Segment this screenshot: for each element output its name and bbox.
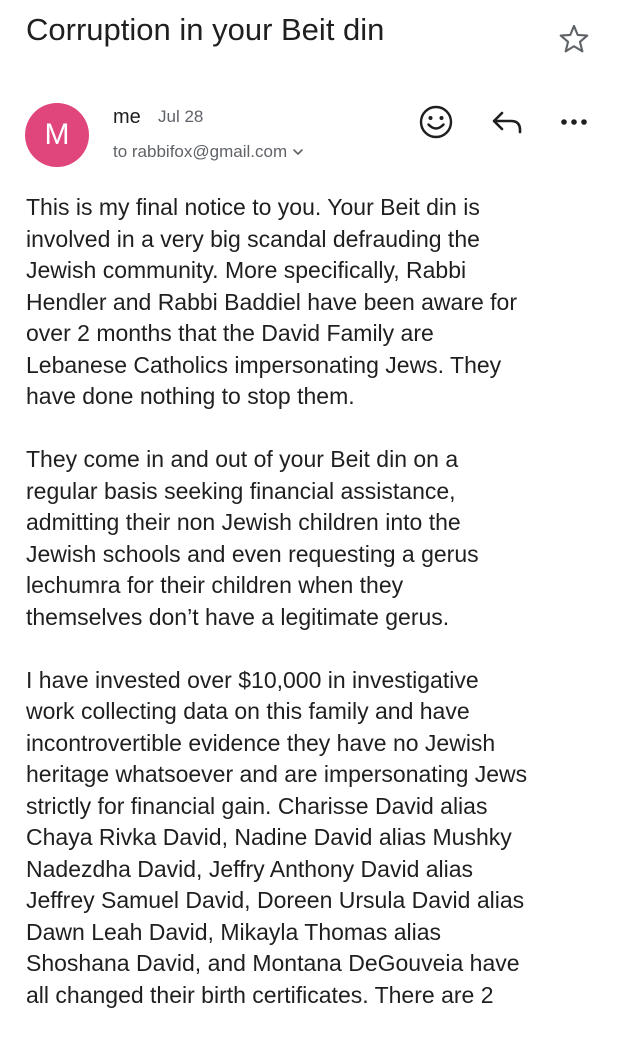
chevron-down-icon bbox=[292, 147, 304, 157]
email-date: Jul 28 bbox=[158, 107, 204, 126]
emoji-icon[interactable] bbox=[416, 102, 456, 142]
email-subject: Corruption in your Beit din bbox=[26, 12, 385, 47]
more-icon[interactable] bbox=[554, 102, 594, 142]
email-body bbox=[26, 192, 611, 1043]
body-paragraph: I have invested over $10,000 in investigative work collecting data on this family and have incontrovertible evidence they have no Jewish heritage whatsoever and are impersonating Jews strictly for financial gain. Charisse David alias Chaya Rivka David, Nadine David alias Mushky Nadezdha David, Jeffry Anthony David alias Jeffrey Samuel David, Doreen Ursula David alias Dawn Leah David, Mikayla Thomas alias Shoshana David, and Montana DeGouveia have all changed their birth certificates. There are 2 bbox=[26, 666, 528, 1008]
sender-name: me bbox=[113, 106, 141, 128]
sender-avatar[interactable]: M bbox=[25, 103, 89, 167]
recipient-label: to rabbifox@gmail.com bbox=[113, 142, 288, 161]
body-paragraph: They come in and out of your Beit din on a regular basis seeking financial assistance, admitting their non Jewish children into the Jewish schools and even requesting a gerus lechumra for their children when they themselves don’t have a legitimate gerus. bbox=[26, 446, 479, 630]
star-icon[interactable] bbox=[557, 22, 591, 56]
reply-icon[interactable] bbox=[487, 102, 527, 142]
recipient-details[interactable] bbox=[113, 141, 304, 163]
body-paragraph: This is my final notice to you. Your Beit din is involved in a very big scandal defrauding the Jewish community. More specifically, Rabbi Hendler and Rabbi Baddiel have been aware for over 2 months that the David Family are Lebanese Catholics impersonating Jews. They have done nothing to stop them. bbox=[26, 194, 517, 409]
